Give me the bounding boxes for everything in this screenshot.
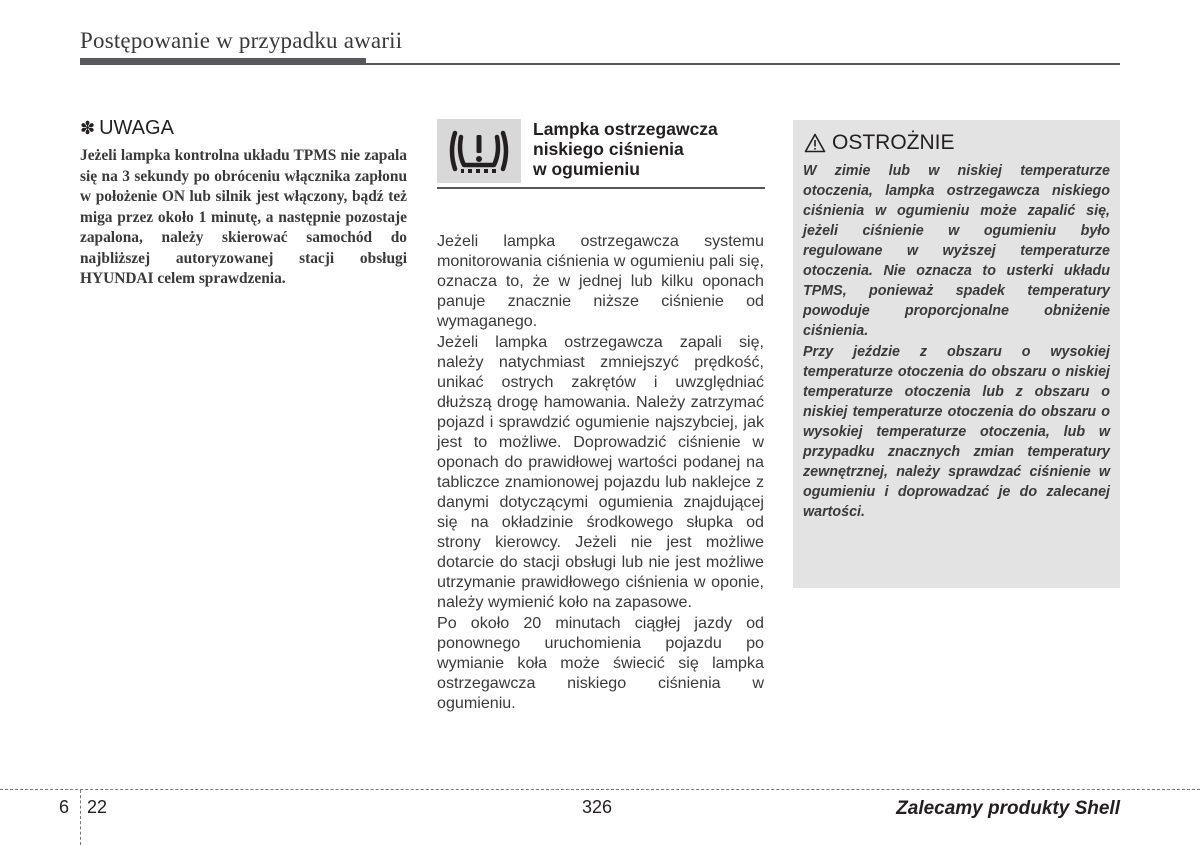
footer-brand-text: Zalecamy produkty Shell: [896, 798, 1120, 819]
body-paragraph: Jeżeli lampka ostrzegawcza zapali się, należy natychmiast zmniejszyć prędkość, unikać ostrych zakrętów i uwzględniać dłuższą drogę hamowania. Należy zatrzymać pojazd i sprawdzić ogumienie najszybciej, jak jest to możliwe. Doprowadzić ciśnienie w oponach do prawidłowej wartości podanej na tabliczce znamionowej pojazdu lub naklejce z danymi dotyczącymi ogumienia znajdującej się na okładzinie środkowego słupka od strony kierowcy. Jeżeli nie jest możliwe dotarcie do stacji obsługi lub nie jest możliwe utrzymanie prawidłowego ciśnienia w oponie, należy wymienić koło na zapasowe.: [437, 333, 764, 611]
footer-vertical-divider: [80, 790, 81, 845]
indicator-title-line2: niskiego ciśnienia: [533, 139, 684, 159]
indicator-title: [533, 119, 773, 179]
body-text: [437, 231, 764, 714]
footer-divider: [0, 789, 1200, 790]
indicator-rule: [437, 187, 765, 189]
page-number: 326: [582, 797, 613, 817]
page-header-title: Postępowanie w przypadku awarii: [80, 28, 403, 53]
chapter-page-number: 22: [87, 797, 108, 817]
caution-paragraph: W zimie lub w niskiej temperaturze otoczenia, lampka ostrzegawcza niskiego ciśnienia w ogumieniu może zapalić się, jeżeli ciśnienie w ogumieniu było regulowane w wyższej temperaturze otoczenia. Nie oznacza to usterki układu TPMS, ponieważ spadek temperatury powoduje proporcjonalne obniżenie ciśnienia.: [803, 163, 1110, 339]
body-paragraph: Po około 20 minutach ciągłej jazdy od ponownego uruchomienia pojazdu po wymianie koła może świecić się lampka ostrzegawcza niskiego ciśnienia w ogumieniu.: [437, 614, 764, 712]
caution-body: [803, 161, 1110, 523]
indicator-title-line3: w ogumieniu: [533, 159, 640, 179]
header-rule: [366, 63, 1120, 65]
caution-heading: [804, 131, 955, 155]
note-heading: [80, 117, 407, 140]
caution-heading-label: OSTROŻNIE: [832, 131, 955, 154]
header-bar: [80, 58, 366, 65]
tpms-warning-icon: [437, 119, 521, 183]
indicator-header: [437, 119, 767, 187]
indicator-title-line1: Lampka ostrzegawcza: [533, 119, 718, 139]
note-heading-label: UWAGA: [99, 117, 174, 139]
caution-paragraph: Przy jeździe z obszaru o wysokiej temperaturze otoczenia do obszaru o niskiej temperaturze otoczenia lub z obszaru o niskiej temperaturze otoczenia do obszaru o wysokiej temperaturze otoczenia, lub w przypadku znacznych zmian temperatury zewnętrznej, należy sprawdzać ciśnienie w ogumieniu i doprowadzać je do zalecanej wartości.: [803, 344, 1110, 520]
note-section: [80, 117, 407, 290]
warning-triangle-icon: [804, 133, 826, 153]
asterisk-icon: ✽: [80, 118, 96, 138]
note-text: Jeżeli lampka kontrolna układu TPMS nie zapala się na 3 sekundy po obróceniu włącznika zapłonu w położenie ON lub silnik jest włączony, bądź też miga przez około 1 minutę, a następnie pozostaje zapalona, należy skierować samochód do najbliższej autoryzowanej stacji obsługi HYUNDAI celem sprawdzenia.: [80, 147, 407, 287]
body-paragraph: Jeżeli lampka ostrzegawcza systemu monitorowania ciśnienia w ogumieniu pali się, oznacza to, że w jednej lub kilku oponach panuje znacznie niższe ciśnienie od wymaganego.: [437, 232, 764, 330]
chapter-number: 6: [59, 797, 70, 817]
caution-box: [793, 120, 1120, 588]
